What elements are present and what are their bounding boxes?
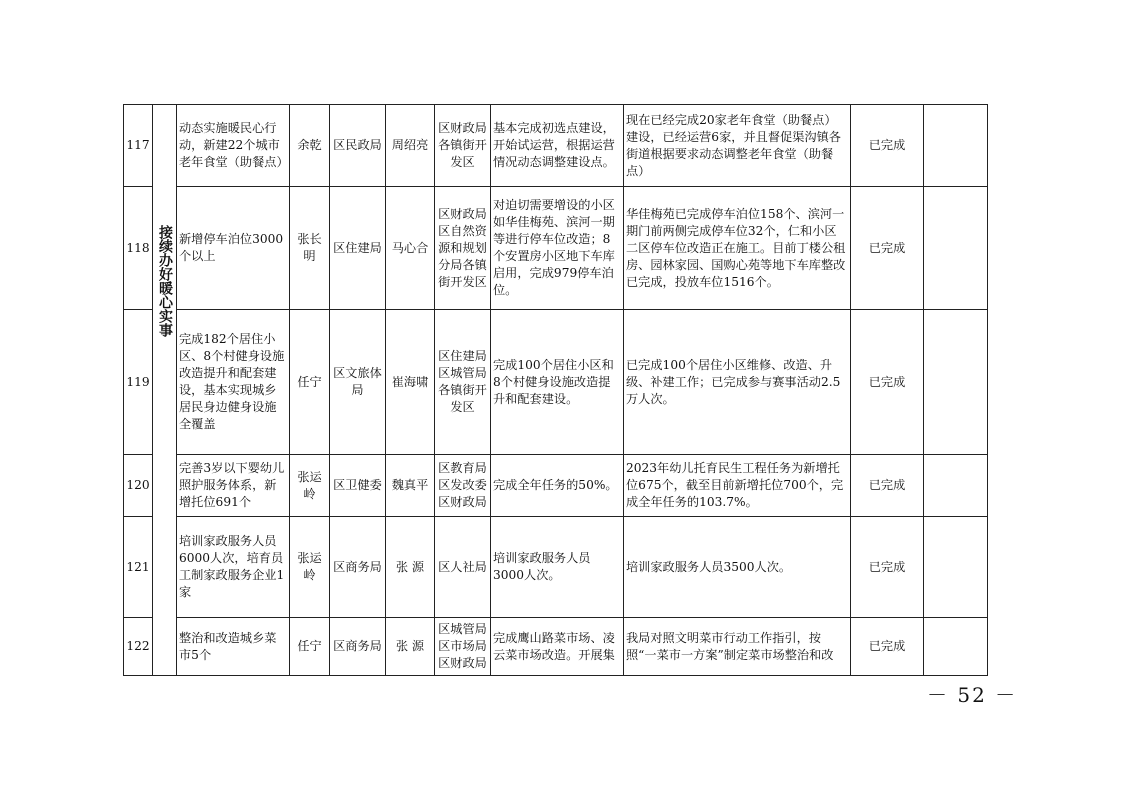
- coop-units-cell: 区财政局区自然资源和规划分局各镇街开发区: [435, 187, 491, 310]
- row-number: 121: [124, 517, 153, 618]
- coop-units-cell: 区住建局区城管局各镇街开发区: [435, 310, 491, 455]
- status-cell: 已完成: [851, 310, 924, 455]
- lead-unit-cell: 区民政局: [330, 105, 386, 187]
- progress-cell: 已完成100个居住小区维修、改造、升级、补建工作；已完成参与赛事活动2.5万人次。: [624, 310, 851, 455]
- leader-cell: 张长明: [290, 187, 330, 310]
- remark-cell: [924, 455, 988, 517]
- target-cell: 完成100个居住小区和8个村健身设施改造提升和配套建设。: [491, 310, 624, 455]
- lead-unit-cell: 区商务局: [330, 618, 386, 676]
- status-cell: 已完成: [851, 187, 924, 310]
- task-cell: 完成182个居住小区、8个村健身设施改造提升和配套建设，基本实现城乡居民身边健身设施全覆盖: [177, 310, 290, 455]
- person-cell: 周绍亮: [386, 105, 435, 187]
- table-row: [124, 310, 988, 455]
- lead-unit-cell: 区商务局: [330, 517, 386, 618]
- lead-unit-cell: 区住建局: [330, 187, 386, 310]
- category-label: 接续办好暖心实事: [157, 225, 173, 337]
- row-number: 120: [124, 455, 153, 517]
- coop-units-cell: 区财政局各镇街开发区: [435, 105, 491, 187]
- person-cell: 马心合: [386, 187, 435, 310]
- target-cell: 完成鹰山路菜市场、凌云菜市场改造。开展集: [491, 618, 624, 676]
- leader-cell: 张运岭: [290, 455, 330, 517]
- table-row: [124, 105, 988, 187]
- target-cell: 对迫切需要增设的小区如华佳梅苑、滨河一期等进行停车位改造；8个安置房小区地下车库启用，完成979停车泊位。: [491, 187, 624, 310]
- person-cell: 张 源: [386, 517, 435, 618]
- remark-cell: [924, 517, 988, 618]
- table-row: [124, 517, 988, 618]
- lead-unit-cell: 区卫健委: [330, 455, 386, 517]
- page-number: － 52 －: [927, 683, 1018, 707]
- target-cell: 培训家政服务人员3000人次。: [491, 517, 624, 618]
- status-cell: 已完成: [851, 455, 924, 517]
- progress-cell: 2023年幼儿托育民生工程任务为新增托位675个，截至目前新增托位700个，完成全年任务的103.7%。: [624, 455, 851, 517]
- row-number: 118: [124, 187, 153, 310]
- remark-cell: [924, 105, 988, 187]
- remark-cell: [924, 310, 988, 455]
- status-cell: 已完成: [851, 517, 924, 618]
- task-cell: 完善3岁以下婴幼儿照护服务体系，新增托位691个: [177, 455, 290, 517]
- person-cell: 崔海啸: [386, 310, 435, 455]
- table-row: [124, 187, 988, 310]
- leader-cell: 任宁: [290, 618, 330, 676]
- progress-cell: 我局对照文明菜市行动工作指引，按照“一菜市一方案”制定菜市场整治和改: [624, 618, 851, 676]
- coop-units-cell: 区城管局区市场局区财政局: [435, 618, 491, 676]
- leader-cell: 任宁: [290, 310, 330, 455]
- progress-cell: 现在已经完成20家老年食堂（助餐点）建设，已经运营6家，并且督促渠沟镇各街道根据要求动态调整老年食堂（助餐点）: [624, 105, 851, 187]
- row-number: 119: [124, 310, 153, 455]
- person-cell: 张 源: [386, 618, 435, 676]
- leader-cell: 张运岭: [290, 517, 330, 618]
- remark-cell: [924, 187, 988, 310]
- status-cell: 已完成: [851, 618, 924, 676]
- remark-cell: [924, 618, 988, 676]
- task-cell: 培训家政服务人员6000人次，培育员工制家政服务企业1家: [177, 517, 290, 618]
- status-cell: 已完成: [851, 105, 924, 187]
- task-cell: 新增停车泊位3000个以上: [177, 187, 290, 310]
- table-row: [124, 618, 988, 676]
- coop-units-cell: 区教育局区发改委区财政局: [435, 455, 491, 517]
- progress-cell: 华佳梅苑已完成停车泊位158个、滨河一期门前两侧完成停车位32个，仁和小区二区停车位改造正在施工。目前丁楼公租房、园林家园、国购心苑等地下车库整改已完成，投放车位1516个。: [624, 187, 851, 310]
- target-cell: 基本完成初选点建设，开始试运营，根据运营情况动态调整建设点。: [491, 105, 624, 187]
- task-cell: 整治和改造城乡菜市5个: [177, 618, 290, 676]
- row-number: 117: [124, 105, 153, 187]
- row-number: 122: [124, 618, 153, 676]
- target-cell: 完成全年任务的50%。: [491, 455, 624, 517]
- table-row: [124, 455, 988, 517]
- lead-unit-cell: 区文旅体局: [330, 310, 386, 455]
- progress-cell: 培训家政服务人员3500人次。: [624, 517, 851, 618]
- category-cell: [153, 105, 177, 676]
- task-cell: 动态实施暖民心行动，新建22个城市老年食堂（助餐点）: [177, 105, 290, 187]
- coop-units-cell: 区人社局: [435, 517, 491, 618]
- leader-cell: 余乾: [290, 105, 330, 187]
- task-table: [123, 104, 988, 676]
- person-cell: 魏真平: [386, 455, 435, 517]
